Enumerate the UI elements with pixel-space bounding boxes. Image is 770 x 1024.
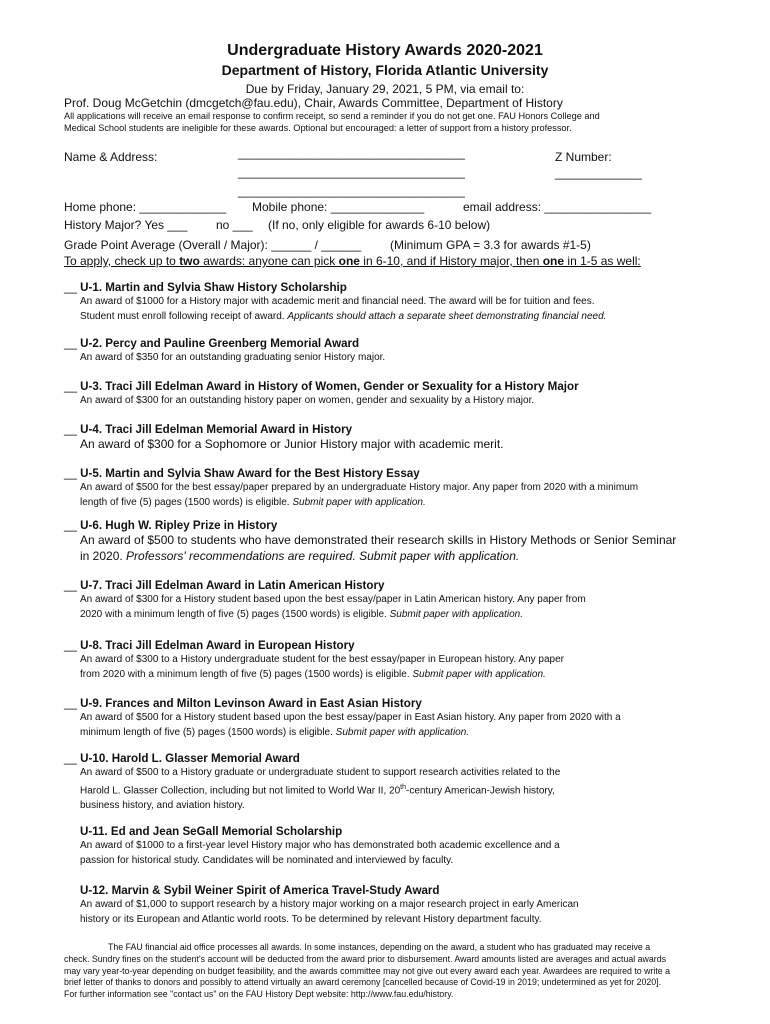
award-description: An award of $500 for the best essay/paper prepared by an undergraduate History major. Any paper from 2020 with a minimum [80, 482, 639, 493]
award-requirement: Submit paper with application. [389, 609, 524, 620]
award-description: An award of $500 to students who have demonstrated their research skills in History Methods or Senior Seminar [80, 533, 677, 547]
award-description: Student must enroll following receipt of award. [80, 311, 288, 322]
award-description: minimum length of five (5) pages (1500 words) is eligible. [80, 727, 336, 738]
award-u1 [64, 281, 724, 324]
award-description: in 2020. [80, 549, 127, 563]
contact-line: Prof. Doug McGetchin (dmcgetch@fau.edu), Chair, Awards Committee, Department of History [64, 96, 563, 110]
award-u12 [64, 884, 724, 927]
award-checkbox-u7[interactable]: __ [64, 579, 77, 592]
award-description: An award of $300 for an outstanding history paper on women, gender and sexuality by a History major. [80, 395, 535, 406]
award-u9 [64, 697, 724, 740]
award-title: U-1. Martin and Sylvia Shaw History Scholarship [80, 281, 347, 294]
award-description: An award of $350 for an outstanding graduating senior History major. [80, 352, 386, 363]
award-checkbox-u9[interactable]: __ [64, 697, 77, 710]
mobile-phone-field[interactable]: Mobile phone: ______________ [252, 200, 425, 214]
due-date: Due by Friday, January 29, 2021, 5 PM, via email to: [245, 82, 525, 96]
document-title: Undergraduate History Awards 2020-2021 [227, 42, 543, 59]
instructions: To apply, check up to two awards: anyone can pick one in 6-10, and if History major, then one in 1-5 as well: [64, 254, 641, 268]
history-major-yes[interactable]: History Major? Yes ___ [64, 218, 188, 232]
award-title: U-7. Traci Jill Edelman Award in Latin American History [80, 579, 385, 592]
award-description: passion for historical study. Candidates will be nominated and interviewed by faculty. [80, 855, 454, 866]
award-title: U-12. Marvin & Sybil Weiner Spirit of America Travel-Study Award [80, 884, 440, 897]
award-description: An award of $300 for a History student based upon the best essay/paper in Latin American history. Any paper from [80, 594, 586, 605]
award-u11 [64, 825, 724, 868]
footer-note: The FAU financial aid office processes all awards. In some instances, depending on the award, a student who has graduated may receive a check. Sundry fines on the student's account will be deducted from the award prior to disbursement. Award amounts listed are averages and actual awards may vary year-to-year depending on budget feasibility, and the awards committee may not give out every award each year. Awardees are required to write a brief letter of thanks to donors and possibly to attend virtually an award ceremony [cancelled because of Covid-19 in 2019; undetermined as yet for 2020]. For further information see "contact us" on the FAU History Dept website: http://www.fau.edu/history. [64, 942, 671, 1000]
history-major-no[interactable]: no ___ [216, 218, 253, 232]
name-address-line-3[interactable]: __________________________________ [238, 184, 465, 198]
award-title: U-10. Harold L. Glasser Memorial Award [80, 752, 300, 765]
award-requirement: Applicants should attach a separate sheet demonstrating financial need. [287, 311, 607, 322]
award-checkbox-u5[interactable]: __ [64, 467, 77, 480]
award-description: An award of $500 for a History student based upon the best essay/paper in East Asian history. Any paper from 2020 with a [80, 712, 621, 723]
award-title: U-8. Traci Jill Edelman Award in European History [80, 639, 355, 652]
award-title: U-5. Martin and Sylvia Shaw Award for the Best History Essay [80, 467, 420, 480]
award-title: U-11. Ed and Jean SeGall Memorial Scholarship [80, 825, 343, 838]
email-field[interactable]: email address: ________________ [463, 200, 652, 214]
award-u2 [64, 337, 724, 365]
award-u7 [64, 579, 724, 622]
award-checkbox-u6[interactable]: __ [64, 519, 77, 532]
award-title: U-4. Traci Jill Edelman Memorial Award in History [80, 423, 353, 436]
award-requirement: Professors' recommendations are required. Submit paper with application. [126, 549, 520, 563]
department-name: Department of History, Florida Atlantic University [221, 62, 549, 78]
award-u6 [64, 519, 724, 564]
award-description: business history, and aviation history. [80, 800, 245, 812]
name-address-label: Name & Address: [64, 150, 158, 164]
award-u4 [64, 423, 724, 452]
award-description: length of five (5) pages (1500 words) is eligible. [80, 497, 293, 508]
award-title: U-9. Frances and Milton Levinson Award in East Asian History [80, 697, 422, 710]
gpa-field[interactable]: Grade Point Average (Overall / Major): ______ / ______ [64, 238, 362, 252]
name-address-line-1[interactable]: __________________________________ [238, 146, 465, 160]
award-u5 [64, 467, 724, 510]
award-checkbox-u10[interactable]: __ [64, 752, 77, 765]
award-description: 2020 with a minimum length of five (5) pages (1500 words) is eligible. [80, 609, 390, 620]
award-requirement: Submit paper with application. [335, 727, 470, 738]
award-requirement: Submit paper with application. [412, 669, 546, 680]
award-title: U-3. Traci Jill Edelman Award in History of Women, Gender or Sexuality for a History Major [80, 380, 579, 393]
award-checkbox-u2[interactable]: __ [64, 337, 77, 350]
award-description: Harold L. Glasser Collection, including but not limited to World War II, 20th-century American-Jewish history, [80, 784, 555, 797]
note-line-2: Medical School students are ineligible for these awards. Optional but encouraged: a letter of support from a history professor. [64, 123, 572, 133]
award-description: An award of $300 for a Sophomore or Junior History major with academic merit. [80, 437, 504, 451]
znumber-field[interactable]: _____________ [555, 166, 642, 180]
award-u3 [64, 380, 724, 408]
award-requirement: Submit paper with application. [292, 497, 426, 508]
history-major-note: (If no, only eligible for awards 6-10 below) [268, 218, 491, 232]
award-title: U-2. Percy and Pauline Greenberg Memorial Award [80, 337, 360, 350]
note-line-1: All applications will receive an email response to confirm receipt, so send a reminder if you do not get one. FAU Honors College and [64, 111, 600, 121]
award-description: An award of $300 to a History undergraduate student for the best essay/paper in European history. Any paper [80, 654, 565, 665]
award-u8 [64, 639, 724, 682]
award-checkbox-u4[interactable]: __ [64, 423, 77, 436]
znumber-label: Z Number: [555, 150, 612, 164]
award-checkbox-u3[interactable]: __ [64, 380, 77, 393]
gpa-minimum-note: (Minimum GPA = 3.3 for awards #1-5) [390, 238, 591, 252]
award-description: An award of $1000 to a first-year level History major who has demonstrated both academic excellence and a [80, 840, 560, 851]
award-description: from 2020 with a minimum length of five (5) pages (1500 words) is eligible. [80, 669, 413, 680]
name-address-line-2[interactable]: __________________________________ [238, 165, 465, 179]
award-description: An award of $1,000 to support research by a history major working on a major research project in early American [80, 899, 579, 910]
award-checkbox-u8[interactable]: __ [64, 639, 77, 652]
award-description: history or its European and Atlantic world roots. To be determined by relevant History department faculty. [80, 914, 542, 925]
home-phone-field[interactable]: Home phone: _____________ [64, 200, 227, 214]
award-checkbox-u1[interactable]: __ [64, 281, 77, 294]
award-title: U-6. Hugh W. Ripley Prize in History [80, 519, 278, 532]
award-description: An award of $1000 for a History major with academic merit and financial need. The award will be for tuition and fees. [80, 296, 595, 307]
award-u10 [64, 752, 724, 813]
award-description: An award of $500 to a History graduate or undergraduate student to support research activities related to the [80, 767, 561, 778]
